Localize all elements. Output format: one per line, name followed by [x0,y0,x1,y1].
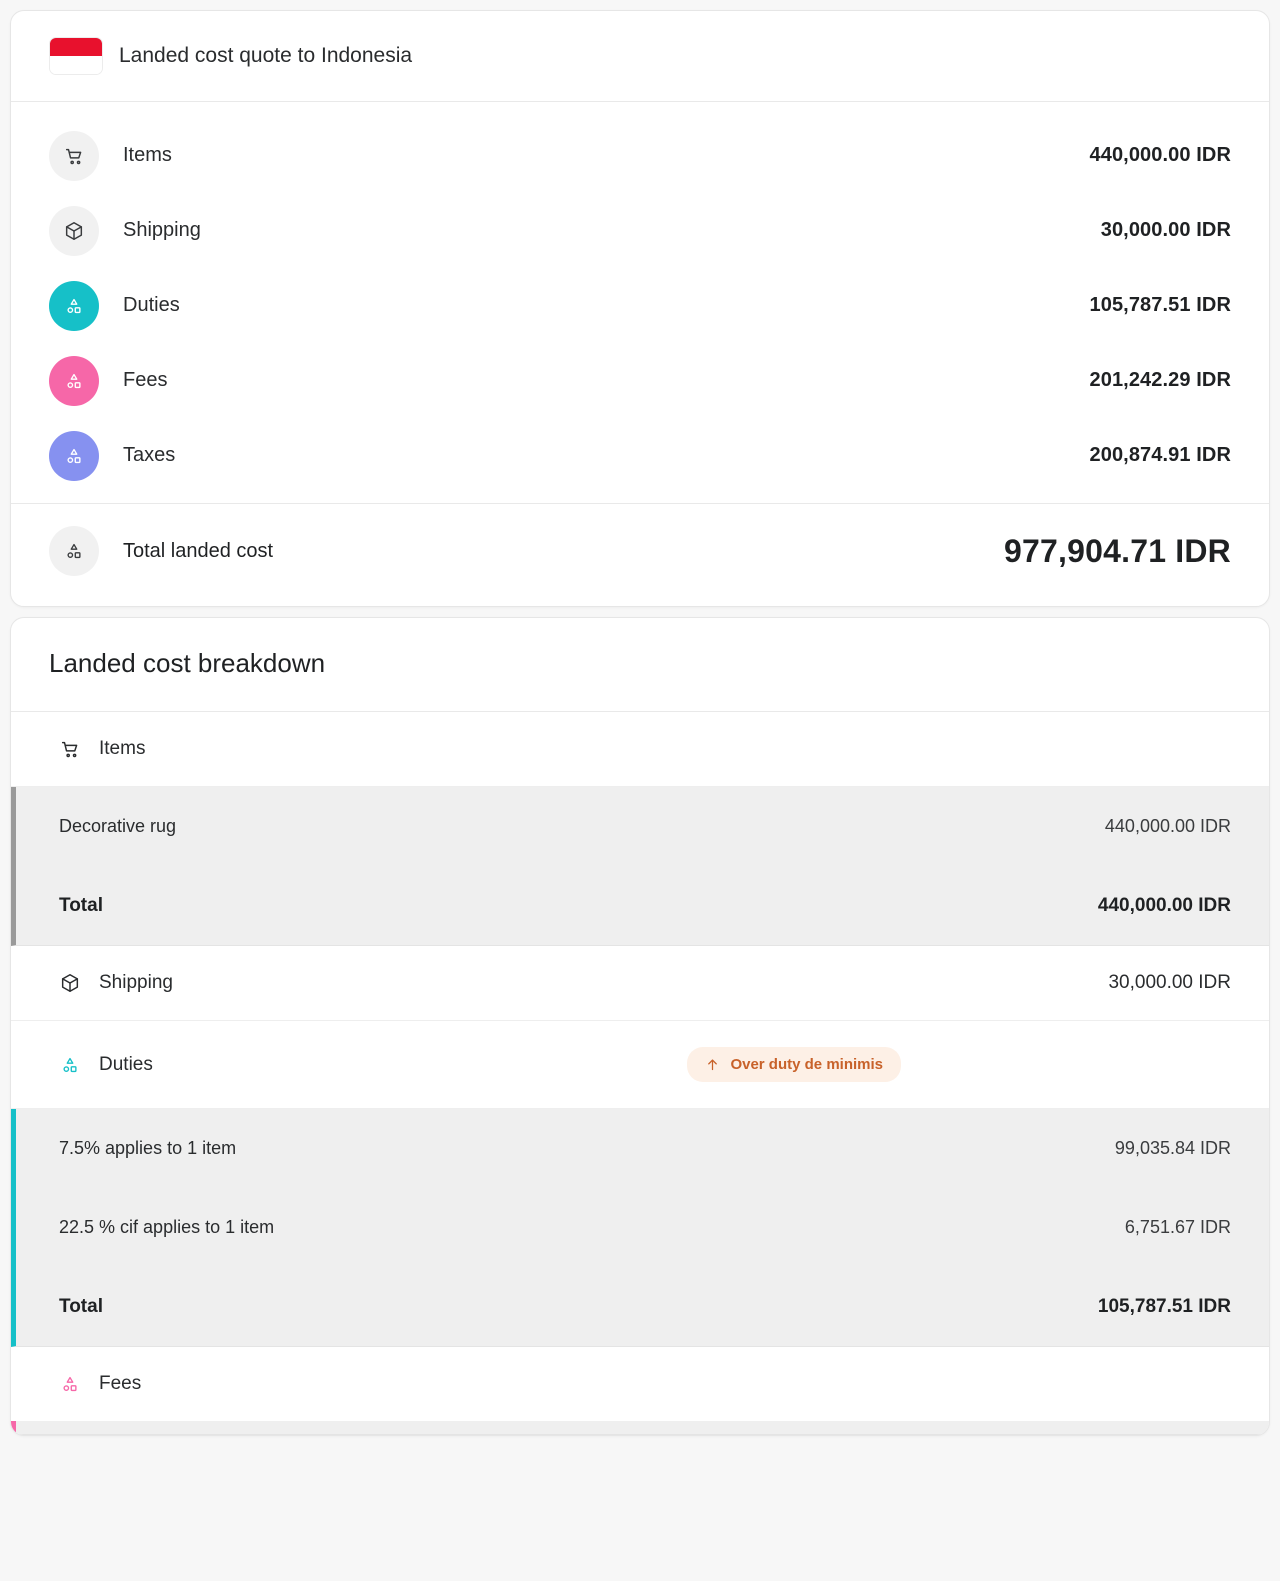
breakdown-duties-detail [11,1109,1269,1347]
breakdown-label-items: Items [99,738,146,759]
summary-row-duties [49,268,1231,343]
total-landed-cost-label: Total landed cost [123,539,274,562]
shapes-icon [59,1054,81,1076]
detail-amount: 99,035.84 IDR [1114,1138,1231,1158]
detail-row-total [16,1267,1269,1346]
total-landed-cost-row [11,504,1269,606]
indonesia-flag-icon [49,37,103,75]
breakdown-title: Landed cost breakdown [49,648,326,678]
breakdown-label-duties: Duties [99,1053,153,1075]
status-badge [687,1047,901,1082]
detail-amount: 440,000.00 IDR [1104,816,1231,836]
box-icon [59,972,81,994]
summary-row-shipping [49,193,1231,268]
summary-amount-shipping: 30,000.00 IDR [1100,219,1231,241]
breakdown-section-fees [11,1347,1269,1421]
detail-row [16,1109,1269,1188]
breakdown-section-items [11,712,1269,787]
shapes-icon [49,356,99,406]
summary-amount-items: 440,000.00 IDR [1089,144,1231,166]
summary-amount-taxes: 200,874.91 IDR [1089,444,1231,466]
detail-row-total [16,866,1269,945]
breakdown-label-fees: Fees [99,1373,142,1394]
detail-row [16,1188,1269,1267]
detail-amount: 440,000.00 IDR [1097,894,1231,916]
detail-label: Decorative rug [59,816,177,836]
summary-rows [11,102,1269,503]
breakdown-section-shipping [11,946,1269,1021]
shapes-icon [49,431,99,481]
detail-label: Total [59,894,103,916]
summary-amount-fees: 201,242.29 IDR [1089,369,1231,391]
cart-icon [59,738,81,760]
detail-amount: 6,751.67 IDR [1124,1217,1231,1237]
summary-label-items: Items [123,144,172,166]
summary-row-fees [49,343,1231,418]
detail-label: 22.5 % cif applies to 1 item [59,1217,275,1237]
shapes-icon [49,281,99,331]
detail-label: 7.5% applies to 1 item [59,1138,237,1158]
breakdown-section-duties [11,1021,1269,1109]
summary-row-items [49,118,1231,193]
shapes-icon [59,1373,81,1395]
summary-label-fees: Fees [123,369,168,391]
breakdown-header [11,618,1269,712]
detail-amount: 105,787.51 IDR [1097,1295,1231,1317]
breakdown-amount-shipping: 30,000.00 IDR [1108,972,1231,993]
summary-row-taxes [49,418,1231,493]
status-badge-label: Over duty de minimis [730,1056,883,1073]
breakdown-label-shipping: Shipping [99,972,173,993]
summary-header [11,11,1269,102]
shapes-icon [49,526,99,576]
total-landed-cost-amount: 977,904.71 IDR [1004,532,1231,569]
cart-icon [49,131,99,181]
arrow-up-icon [705,1057,720,1072]
page-title: Landed cost quote to Indonesia [119,44,413,67]
detail-label: Total [59,1295,103,1317]
detail-row [16,787,1269,866]
summary-amount-duties: 105,787.51 IDR [1089,294,1231,316]
summary-label-shipping: Shipping [123,219,201,241]
breakdown-items-detail [11,787,1269,946]
landed-cost-summary-card [10,10,1270,607]
landed-cost-breakdown-card [10,617,1270,1436]
summary-label-duties: Duties [123,294,180,316]
box-icon [49,206,99,256]
summary-label-taxes: Taxes [123,444,176,466]
breakdown-fees-detail [11,1421,1269,1435]
